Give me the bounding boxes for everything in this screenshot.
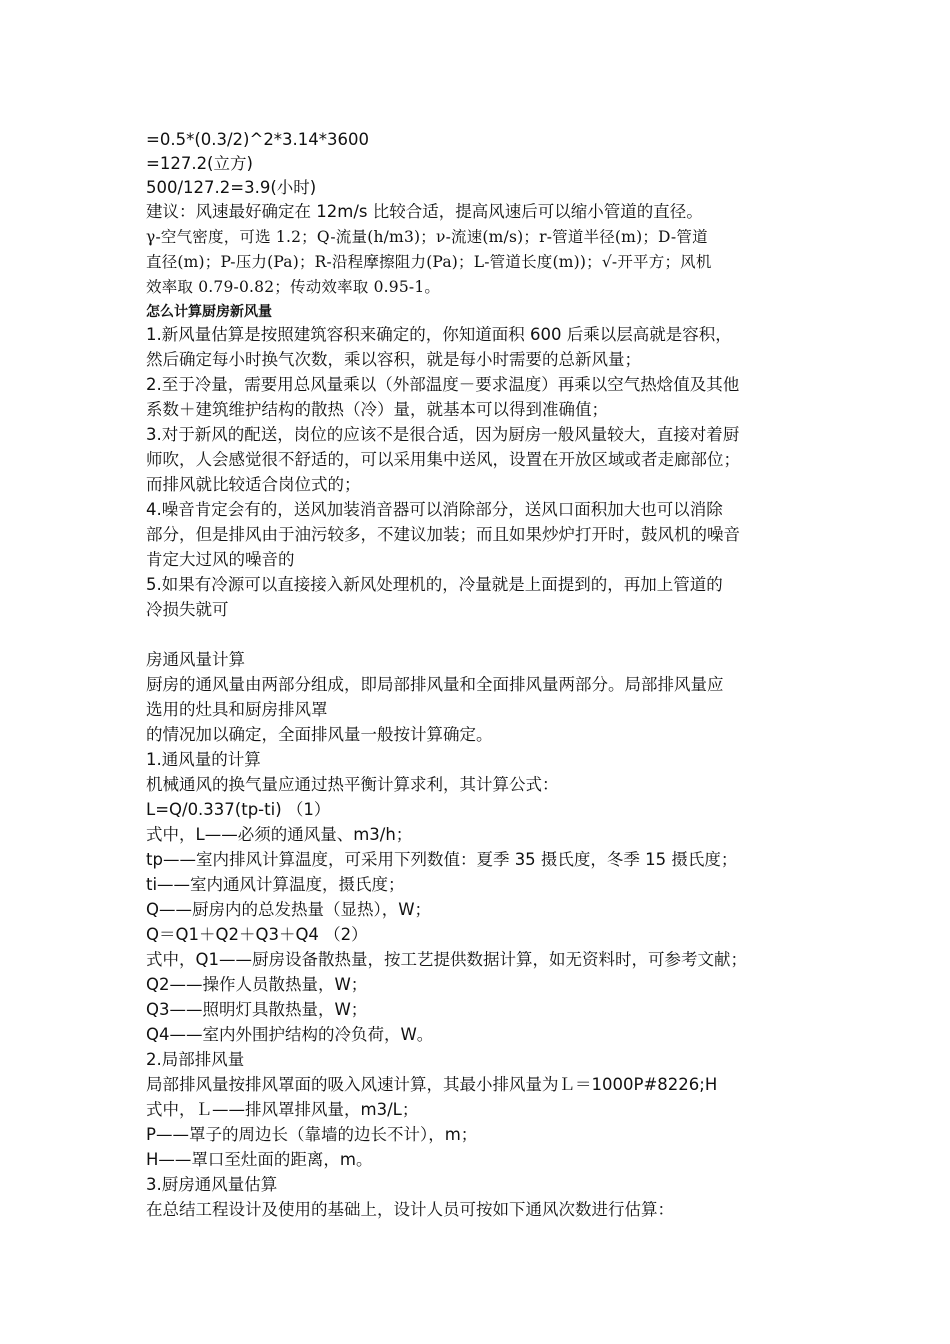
paragraph-line: 肯定大过风的噪音的 bbox=[146, 550, 295, 569]
subsection-title: 2.局部排风量 bbox=[146, 1050, 245, 1069]
paragraph-line: 师吹，人会感觉很不舒适的，可以采用集中送风，设置在开放区域或者走廊部位； bbox=[146, 450, 740, 469]
subsection-title: 3.厨房通风量估算 bbox=[146, 1175, 278, 1194]
definition-line: H——罩口至灶面的距离，m。 bbox=[146, 1150, 373, 1169]
paragraph-line: 2.至于冷量，需要用总风量乘以（外部温度－要求温度）再乘以空气热焓值及其他 bbox=[146, 375, 740, 394]
subsection-title: 1.通风量的计算 bbox=[146, 750, 261, 769]
paragraph-line: 5.如果有冷源可以直接接入新风处理机的，冷量就是上面提到的，再加上管道的 bbox=[146, 575, 723, 594]
paragraph-line: 部分，但是排风由于油污较多，不建议加装；而且如果炒炉打开时，鼓风机的噪音 bbox=[146, 525, 740, 544]
definition-line: ti——室内通风计算温度，摄氏度； bbox=[146, 875, 405, 894]
definition-line: 式中，Q1——厨房设备散热量，按工艺提供数据计算，如无资料时，可参考文献； bbox=[146, 950, 747, 969]
definition-line: P——罩子的周边长（靠墙的边长不计），m； bbox=[146, 1125, 478, 1144]
paragraph-line: 机械通风的换气量应通过热平衡计算求利，其计算公式： bbox=[146, 775, 559, 794]
variable-definition-line: 效率取 0.79-0.82；传动效率取 0.95-1。 bbox=[146, 278, 441, 296]
definition-line: Q——厨房内的总发热量（显热），W； bbox=[146, 900, 432, 919]
paragraph-line: 1.新风量估算是按照建筑容积来确定的，你知道面积 600 后乘以层高就是容积， bbox=[146, 325, 732, 344]
paragraph-line: 局部排风量按排风罩面的吸入风速计算，其最小排风量为Ｌ＝1000P#8226;H bbox=[146, 1075, 718, 1094]
paragraph-line: 在总结工程设计及使用的基础上，设计人员可按如下通风次数进行估算： bbox=[146, 1200, 674, 1219]
equation-line: Q＝Q1＋Q2＋Q3＋Q4 （2） bbox=[146, 925, 368, 944]
suggestion-line: 建议：风速最好确定在 12m/s 比较合适，提高风速后可以缩小管道的直径。 bbox=[146, 202, 703, 221]
definition-line: Q3——照明灯具散热量，W； bbox=[146, 1000, 368, 1019]
variable-definition-line: 直径(m)；P-压力(Pa)；R-沿程摩擦阻力(Pa)；L-管道长度(m))；√-开平方；风机 bbox=[146, 253, 712, 271]
paragraph-line: 然后确定每小时换气次数，乘以容积，就是每小时需要的总新风量； bbox=[146, 350, 641, 369]
paragraph-line: 系数＋建筑维护结构的散热（冷）量，就基本可以得到准确值； bbox=[146, 400, 608, 419]
definition-line: tp——室内排风计算温度，可采用下列数值：夏季 35 摄氏度，冬季 15 摄氏度； bbox=[146, 850, 738, 869]
section-title: 房通风量计算 bbox=[146, 650, 245, 669]
section-heading: 怎么计算厨房新风量 bbox=[146, 304, 272, 320]
paragraph-line: 而排风就比较适合岗位式的； bbox=[146, 475, 361, 494]
definition-line: Q2——操作人员散热量，W； bbox=[146, 975, 368, 994]
variable-definition-line: γ-空气密度，可选 1.2；Q-流量(h/m3)；ν-流速(m/s)；r-管道半径(m)；D-管道 bbox=[146, 228, 708, 246]
paragraph-line: 4.噪音肯定会有的，送风加装消音器可以消除部分，送风口面积加大也可以消除 bbox=[146, 500, 723, 519]
paragraph-line: 冷损失就可 bbox=[146, 600, 229, 619]
formula-line: =0.5*(0.3/2)^2*3.14*3600 bbox=[146, 130, 370, 149]
definition-line: 式中，Ｌ——排风罩排风量，m3/L； bbox=[146, 1100, 419, 1119]
equation-line: L=Q/0.337(tp-ti) （1） bbox=[146, 800, 331, 819]
paragraph-line: 3.对于新风的配送，岗位的应该不是很合适，因为厨房一般风量较大，直接对着厨 bbox=[146, 425, 740, 444]
formula-result-line: =127.2(立方) bbox=[146, 154, 253, 173]
time-calculation-line: 500/127.2=3.9(小时) bbox=[146, 178, 317, 197]
definition-line: 式中，L——必须的通风量、m3/h； bbox=[146, 825, 413, 844]
definition-line: Q4——室内外围护结构的冷负荷，W。 bbox=[146, 1025, 434, 1044]
paragraph-line: 选用的灶具和厨房排风罩 bbox=[146, 700, 328, 719]
paragraph-line: 的情况加以确定，全面排风量一般按计算确定。 bbox=[146, 725, 493, 744]
paragraph-line: 厨房的通风量由两部分组成，即局部排风量和全面排风量两部分。局部排风量应 bbox=[146, 675, 724, 694]
